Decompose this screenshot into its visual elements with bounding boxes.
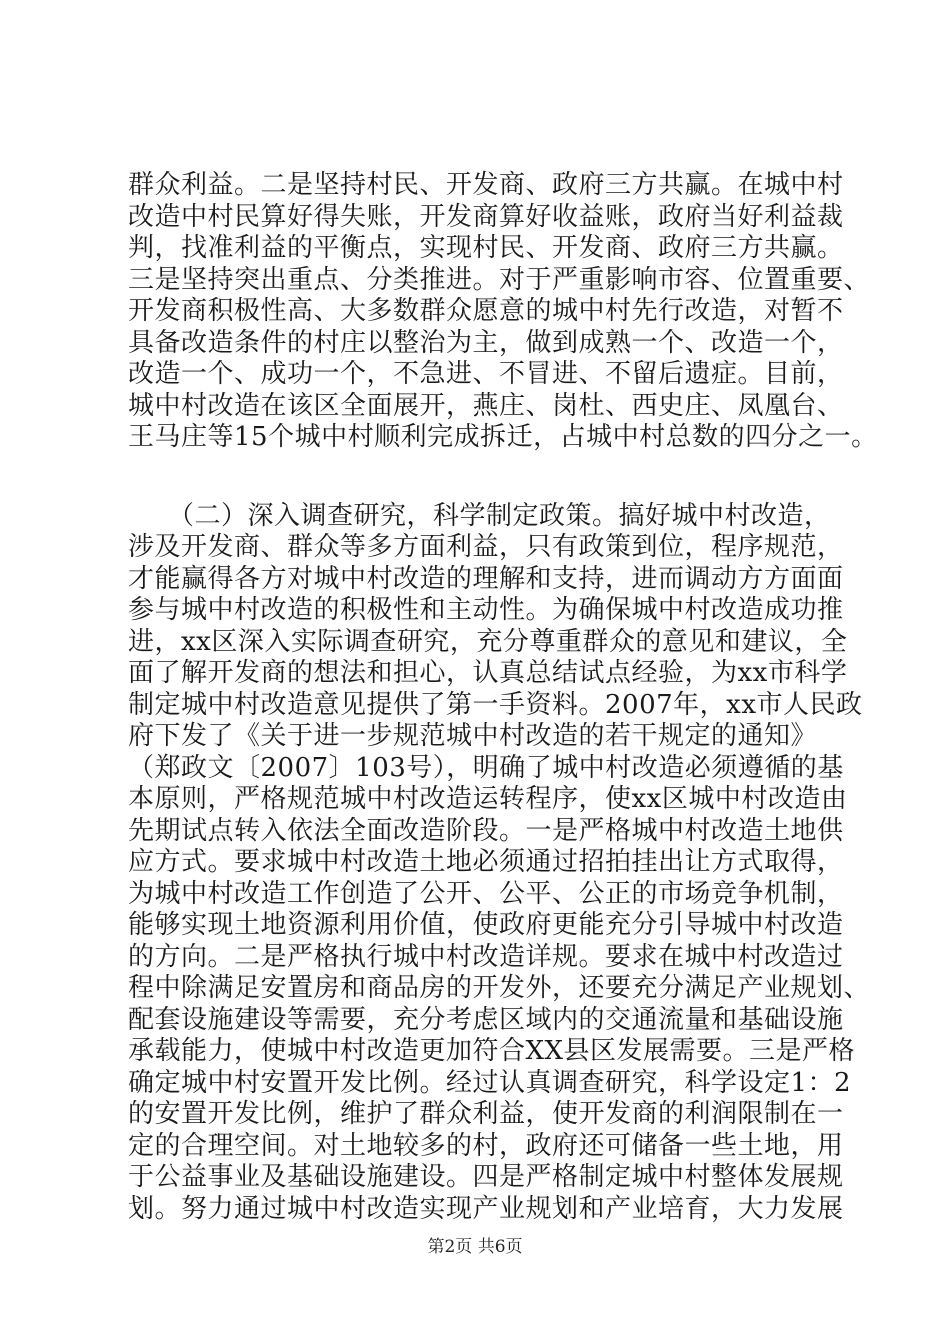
text-line: 进，xx区深入实际调查研究，充分尊重群众的意见和建议，全 — [128, 626, 848, 657]
text-line: 本原则，严格规范城中村改造运转程序，使xx区城中村改造由 — [128, 784, 848, 814]
text-line: 城中村改造在该区全面展开，燕庄、岗杜、西史庄、凤凰台、 — [128, 390, 844, 421]
text-line: 承载能力，使城中村改造更加符合XX县区发展需要。三是严格 — [128, 1036, 856, 1066]
text-line: （二）深入调查研究，科学制定政策。搞好城中村改造， — [128, 500, 831, 531]
text-line: 应方式。要求城中村改造土地必须通过招拍挂出让方式取得， — [128, 847, 844, 877]
text-line: 开发商积极性高、大多数群众愿意的城中村先行改造，对暂不 — [128, 296, 844, 326]
text-line: 程中除满足安置房和商品房的开发外，还要充分满足产业规划、 — [128, 973, 871, 1003]
text-line: 改造一个、成功一个，不急进、不冒进、不留后遗症。目前， — [128, 359, 844, 389]
text-line: 群众利益。二是坚持村民、开发商、政府三方共赢。在城中村 — [128, 170, 844, 200]
document-body — [128, 170, 878, 1225]
text-line: 于公益事业及基础设施建设。四是严格制定城中村整体发展规 — [128, 1162, 844, 1192]
text-line: 王马庄等15个城中村顺利完成拆迁，占城中村总数的四分之一。 — [128, 422, 878, 452]
text-line: 为城中村改造工作创造了公开、公平、公正的市场竞争机制， — [128, 878, 844, 909]
text-line: 确定城中村安置开发比例。经过认真调查研究，科学设定1：2 — [128, 1067, 852, 1098]
text-line: （郑政文〔2007〕103号），明确了城中村改造必须遵循的基 — [128, 752, 844, 783]
text-line: 面了解开发商的想法和担心，认真总结试点经验，为xx市科学 — [128, 658, 848, 688]
text-line: 划。努力通过城中村改造实现产业规划和产业培育，大力发展 — [128, 1193, 844, 1224]
text-line: 能够实现土地资源利用价值，使政府更能充分引导城中村改造 — [128, 910, 844, 940]
page-footer: 第2页 共6页 — [427, 1237, 523, 1257]
text-line: 才能赢得各方对城中村改造的理解和支持，进而调动方方面面 — [128, 563, 844, 594]
text-line: 制定城中村改造意见提供了第一手资料。2007年，xx市人民政 — [128, 689, 863, 720]
paragraph-2 — [128, 500, 871, 1226]
text-line: 的安置开发比例，维护了群众利益，使开发商的利润限制在一 — [128, 1099, 844, 1129]
text-line: 配套设施建设等需要，充分考虑区域内的交通流量和基础设施 — [128, 1004, 844, 1035]
paragraph-1 — [128, 170, 878, 454]
text-line: 先期试点转入依法全面改造阶段。一是严格城中村改造土地供 — [128, 815, 844, 846]
text-line: 涉及开发商、群众等多方面利益，只有政策到位，程序规范， — [128, 532, 844, 562]
text-line: 府下发了《关于进一步规范城中村改造的若干规定的通知》 — [128, 721, 818, 751]
text-line: 具备改造条件的村庄以整治为主，做到成熟一个、改造一个， — [128, 327, 844, 358]
paragraph-gap — [128, 454, 830, 501]
text-line: 定的合理空间。对土地较多的村，政府还可储备一些土地，用 — [128, 1130, 844, 1161]
text-line: 参与城中村改造的积极性和主动性。为确保城中村改造成功推 — [128, 595, 844, 625]
text-line: 的方向。二是严格执行城中村改造详规。要求在城中村改造过 — [128, 941, 844, 972]
text-line: 三是坚持突出重点、分类推进。对于严重影响市容、位置重要、 — [128, 264, 871, 295]
text-line: 判，找准利益的平衡点，实现村民、开发商、政府三方共赢。 — [128, 233, 844, 263]
text-line: 改造中村民算好得失账，开发商算好收益账，政府当好利益裁 — [128, 201, 844, 232]
